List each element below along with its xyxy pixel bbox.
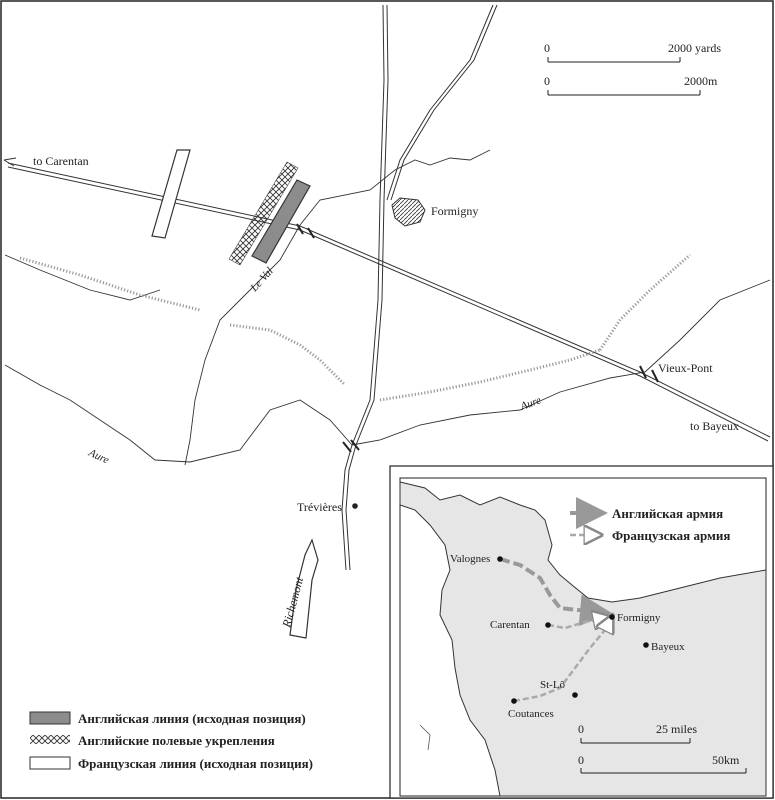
label-to-bayeux: to Bayeux (690, 419, 739, 433)
label-aure-east: Aure (518, 394, 543, 413)
legend-english-line-swatch (30, 712, 70, 724)
label-to-carentan: to Carentan (33, 154, 89, 168)
label-vieux-pont: Vieux-Pont (658, 361, 713, 375)
inset-label-bayeux: Bayeux (651, 641, 685, 653)
legend-english-line-label: Английская линия (исходная позиция) (78, 711, 306, 726)
inset-scale-miles-label: 25 miles (656, 722, 697, 736)
scale-yards-zero: 0 (544, 41, 550, 55)
legend (30, 711, 313, 771)
main-scale (544, 41, 721, 95)
inset-dot-bayeux (643, 642, 649, 648)
inset-label-carentan: Carentan (490, 619, 530, 631)
formigny-village (392, 198, 425, 226)
legend-fortifications-label: Английские полевые укрепления (78, 733, 275, 748)
inset-dot-formigny (609, 614, 615, 620)
legend-fortifications-swatch (30, 735, 70, 744)
label-aure-west: Aure (86, 446, 111, 467)
inset-map (390, 466, 773, 798)
inset-legend-french-label: Французская армия (612, 528, 731, 543)
scale-m-zero: 0 (544, 74, 550, 88)
label-le-val: Le Val (248, 265, 276, 295)
inset-label-formigny: Formigny (617, 612, 661, 624)
label-trevieres: Trévières (297, 500, 342, 514)
bridges (297, 224, 658, 452)
label-richemont: Richemont (279, 575, 307, 629)
inset-dot-valognes (497, 556, 503, 562)
legend-french-line-label: Французская линия (исходная позиция) (78, 756, 313, 771)
north-south-road (342, 5, 388, 570)
inset-scale-km-zero: 0 (578, 753, 584, 767)
hill-hachures (20, 255, 690, 400)
inset-dot-st-lo (572, 692, 578, 698)
inset-label-st-lo: St-Lô (540, 679, 566, 691)
main-road (8, 163, 770, 441)
inset-scale-miles-zero: 0 (578, 722, 584, 736)
scale-yards-label: 2000 yards (668, 41, 721, 55)
inset-label-coutances: Coutances (508, 708, 554, 720)
scale-m-label: 2000m (684, 74, 718, 88)
french-line (152, 150, 190, 238)
legend-french-line-swatch (30, 757, 70, 769)
label-formigny: Formigny (431, 204, 479, 218)
inset-legend-english-label: Английская армия (612, 506, 724, 521)
inset-label-valognes: Valognes (450, 553, 491, 565)
trevieres-dot (352, 503, 358, 509)
inset-scale-km-label: 50km (712, 753, 740, 767)
inset-dot-coutances (511, 698, 517, 704)
northeast-road (387, 5, 497, 200)
inset-dot-carentan (545, 622, 551, 628)
